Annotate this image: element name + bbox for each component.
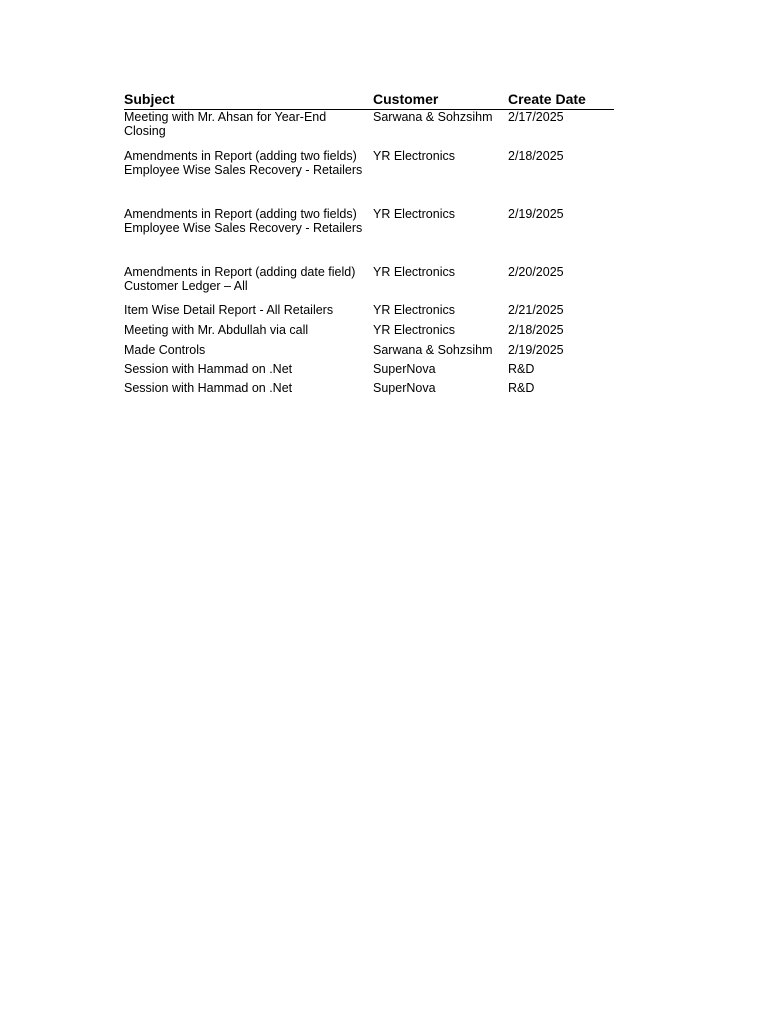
cell-subject: Amendments in Report (adding date field) Customer Ledger – All bbox=[124, 265, 356, 293]
cell-create-date: R&D bbox=[508, 362, 535, 376]
header-customer: Customer bbox=[373, 91, 439, 107]
cell-subject: Made Controls bbox=[124, 343, 206, 357]
cell-create-date: R&D bbox=[508, 381, 535, 395]
cell-subject: Meeting with Mr. Ahsan for Year-End Closing bbox=[124, 110, 327, 138]
table-row bbox=[124, 207, 614, 265]
cell-customer: YR Electronics bbox=[373, 265, 455, 279]
cell-subject: Amendments in Report (adding two fields) Employee Wise Sales Recovery - Retailers bbox=[124, 207, 363, 235]
cell-customer: YR Electronics bbox=[373, 323, 455, 337]
table-row bbox=[124, 381, 614, 400]
cell-subject: Session with Hammad on .Net bbox=[124, 362, 293, 376]
task-table bbox=[124, 89, 614, 400]
table-header bbox=[124, 89, 614, 110]
cell-customer: YR Electronics bbox=[373, 149, 455, 163]
table-row bbox=[124, 149, 614, 207]
cell-create-date: 2/17/2025 bbox=[508, 110, 564, 124]
cell-customer: YR Electronics bbox=[373, 207, 455, 221]
cell-create-date: 2/19/2025 bbox=[508, 343, 564, 357]
table-row bbox=[124, 323, 614, 343]
cell-subject: Amendments in Report (adding two fields) Employee Wise Sales Recovery - Retailers bbox=[124, 149, 363, 177]
cell-create-date: 2/21/2025 bbox=[508, 303, 564, 317]
table-row bbox=[124, 303, 614, 323]
cell-subject: Meeting with Mr. Abdullah via call bbox=[124, 323, 309, 337]
cell-subject: Item Wise Detail Report - All Retailers bbox=[124, 303, 334, 317]
cell-customer: Sarwana & Sohzsihm bbox=[373, 343, 493, 357]
table-row bbox=[124, 265, 614, 303]
cell-customer: Sarwana & Sohzsihm bbox=[373, 110, 493, 124]
cell-customer: YR Electronics bbox=[373, 303, 455, 317]
cell-customer: SuperNova bbox=[373, 381, 436, 395]
cell-create-date: 2/20/2025 bbox=[508, 265, 564, 279]
table-row bbox=[124, 110, 614, 149]
cell-subject: Session with Hammad on .Net bbox=[124, 381, 293, 395]
cell-customer: SuperNova bbox=[373, 362, 436, 376]
cell-create-date: 2/18/2025 bbox=[508, 149, 564, 163]
table-row bbox=[124, 362, 614, 381]
cell-create-date: 2/18/2025 bbox=[508, 323, 564, 337]
table-row bbox=[124, 343, 614, 362]
header-subject: Subject bbox=[124, 91, 175, 107]
cell-create-date: 2/19/2025 bbox=[508, 207, 564, 221]
header-create-date: Create Date bbox=[508, 91, 586, 107]
